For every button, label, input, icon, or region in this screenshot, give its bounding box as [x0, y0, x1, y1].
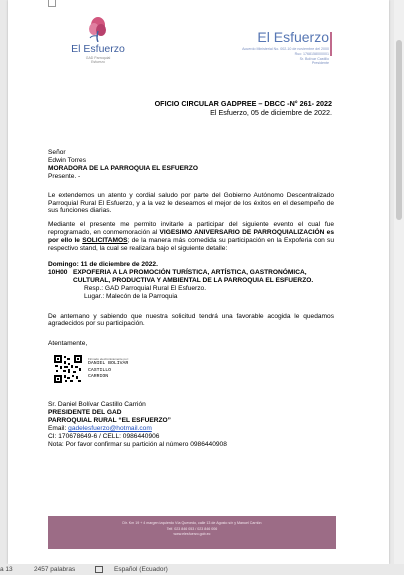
reference-number[interactable]: OFICIO CIRCULAR GADPREE – DBCC -N° 261- 2022	[154, 99, 332, 108]
header-info-line: Acuerdo Ministerial No. 002-10 de noviembre del 2000	[242, 47, 329, 51]
email-label: Email:	[48, 424, 69, 432]
closing-paragraph: De antemano y sabiendo que nuestra solicitud tendrá una favorable acogida le quedamos agradecidos por su participación.	[48, 312, 334, 328]
header-accent-bar	[330, 32, 332, 56]
event-row	[48, 269, 334, 285]
email-link[interactable]: gadelesfuerzo@hotmail.com	[68, 424, 152, 432]
signature-caption: Firmado electrónicamente por:	[88, 357, 129, 362]
signer-note: Nota: Por favor confirmar su partición al número 0986440908	[48, 440, 227, 448]
header-right	[204, 30, 329, 66]
paragraph-invitation	[48, 221, 334, 253]
invitation-text: Mediante el presente me permito invitarle a participar del siguiente evento el cual fue reprogramado, en conmemoración al	[48, 221, 334, 237]
signature-line: CASTILLO	[88, 367, 112, 373]
signer-name: Sr. Daniel Bolívar Castillo Carrión	[48, 401, 146, 409]
salutation: Señor	[48, 149, 66, 156]
logo-subtitle-1: GAD Parroquial	[85, 56, 111, 60]
electronic-signature	[48, 353, 334, 399]
signature-line: CARRION	[88, 373, 109, 379]
status-words[interactable]: 2457 palabras	[34, 566, 76, 573]
status-page[interactable]: a 13	[0, 566, 13, 573]
document-reference	[148, 99, 332, 117]
page-corner-mark	[48, 0, 56, 7]
status-language[interactable]: Español (Ecuador)	[114, 566, 168, 573]
status-bar	[0, 564, 404, 575]
event-title: EXPOFERIA A LA PROMOCIÓN TURÍSTICA, ARTÍSTICA, GASTRONÓMICA, CULTURAL, PRODUCTIVA Y AMBIENTAL DE LA PARROQUIA EL ESFUERZO.	[73, 268, 314, 284]
signature-line: DANIEL BOLIVAR	[88, 361, 129, 367]
signature-text	[88, 357, 129, 380]
qr-code-icon	[54, 355, 82, 383]
letter-body[interactable]	[48, 149, 334, 449]
solicitamos-text: SOLICITAMOS	[82, 237, 128, 245]
signer-email	[48, 425, 334, 433]
proofing-icon[interactable]	[95, 566, 103, 573]
footer-phone: Telf. 023 846 053 / 023 846 006	[166, 526, 218, 531]
paragraph-greeting: Le extendemos un atento y cordial saludo por parte del Gobierno Autónomo Descentralizado Parroquial Rural El Esfuerzo, y a la vez le deseamos el mejor de los éxitos en el desempeño de sus funciones diarias.	[48, 191, 334, 215]
scrollbar-thumb[interactable]	[396, 40, 402, 220]
atentamente: Atentamente,	[48, 340, 88, 348]
header-info-line: Presidente	[311, 61, 329, 66]
header-title: El Esfuerzo	[257, 29, 329, 45]
signer-title-1: PRESIDENTE DEL GAD	[48, 409, 122, 417]
header-info-line: Sr. Bolívar Castillo	[299, 56, 329, 61]
presente: Presente. -	[48, 172, 81, 180]
vertical-scrollbar[interactable]	[394, 0, 404, 564]
footer-address: Dir. Km 19 + 4 margen izquierdo Vía Quevedo, calle 13 de Agosto s/n y Manuel Carrión	[122, 521, 262, 525]
logo-subtitle-2: Esfuerzo	[91, 60, 105, 64]
event-place: Lugar.: Malecón de la Parroquia	[84, 292, 178, 300]
event-time: 10H00	[48, 268, 68, 276]
event-date: Domingo: 11 de diciembre de 2022.	[48, 260, 158, 268]
anniversary-text: VIGESIMO ANIVERSARIO DE PARROQUIALIZACIÓN	[159, 229, 325, 237]
flower-logo-icon	[86, 16, 110, 42]
logo-name: El Esfuerzo	[71, 43, 125, 55]
footer-band	[48, 516, 336, 549]
header-info	[204, 47, 329, 66]
event-responsible: Resp.: GAD Parroquial Rural El Esfuerzo.	[84, 284, 207, 292]
invitation-text-2: es por ello le	[48, 229, 334, 245]
recipient-role: MORADORA DE LA PARROQUIA EL ESFUERZO	[48, 164, 198, 172]
reference-date[interactable]: El Esfuerzo, 05 de diciembre de 2022.	[210, 108, 332, 117]
logo-subtitle	[58, 56, 138, 64]
recipient-name: Edwin Torres	[48, 156, 86, 164]
document-page[interactable]	[8, 0, 389, 564]
signer-phone: CI: 170678649-6 / CELL: 0986440906	[48, 432, 160, 440]
invitation-text-3: ; de la manera más comedida su participación en la Expoferia con su respectivo stand, la cual se realizara bajo el siguiente detalle:	[48, 237, 334, 253]
header-info-line: Ruc: 1768158000001	[294, 51, 329, 56]
signer-title-2: PARROQUIAL RURAL “EL ESFUERZO”	[48, 417, 171, 425]
footer-website: www.elesfuerzo.gob.ec	[173, 532, 211, 537]
